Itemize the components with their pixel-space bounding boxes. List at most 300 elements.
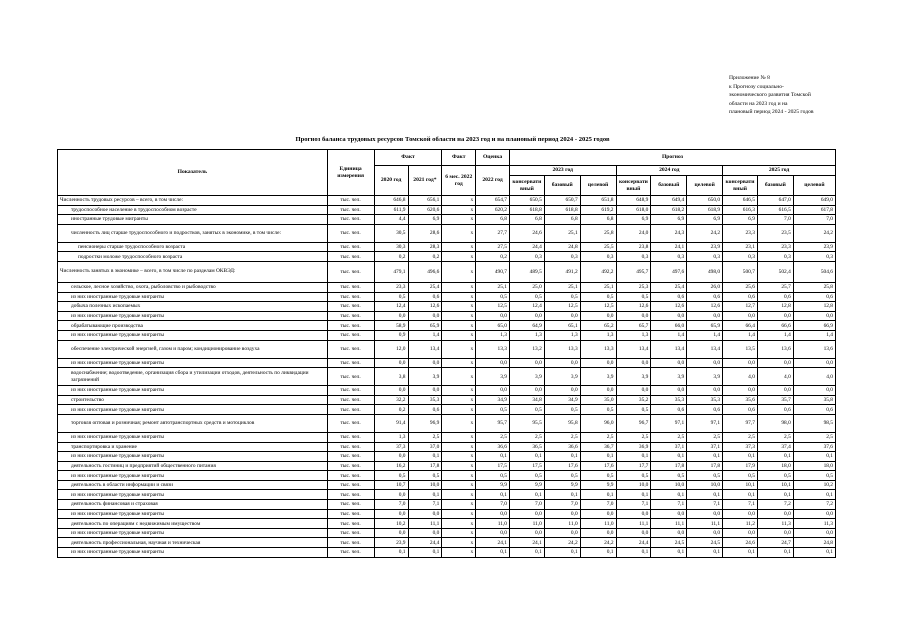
value-2021: 0,6	[408, 292, 442, 302]
value-2024-conservative: 0,5	[616, 471, 651, 481]
indicator-cell: из них иностранные трудовые мигранты	[58, 548, 328, 558]
value-2025-base: 7,2	[757, 500, 793, 510]
value-2025-target: 649,0	[793, 196, 835, 206]
value-2024-target: 0,6	[687, 292, 723, 302]
indicator-cell: численность лиц старше трудоспособного и подростков, занятых в экономике, в том числе:	[58, 224, 328, 242]
value-2023-conservative: 0,0	[509, 386, 544, 396]
value-2023-base: 650,7	[544, 196, 580, 206]
indicator-cell: из них иностранные трудовые мигранты	[58, 509, 328, 519]
value-2023-conservative: 24,6	[509, 224, 544, 242]
value-2025-base: 616,5	[757, 205, 793, 215]
value-2024-target: 0,0	[687, 509, 723, 519]
value-2024-conservative: 23,8	[616, 242, 651, 252]
indicator-cell: добыча полезных ископаемых	[58, 302, 328, 312]
table-row	[58, 321, 836, 331]
value-6m-2022: x	[442, 196, 476, 206]
table-row	[58, 414, 836, 432]
value-2023-base: 9,9	[544, 480, 580, 490]
unit-cell: тыс. чел.	[327, 358, 374, 368]
value-2024-target: 11,1	[687, 519, 723, 529]
value-2023-conservative: 95,5	[509, 414, 544, 432]
table-row	[58, 292, 836, 302]
value-2023-base: 0,0	[544, 528, 580, 538]
value-2025-conservative: 0,3	[723, 252, 758, 262]
unit-cell: тыс. чел.	[327, 340, 374, 358]
value-2025-conservative: 0,0	[723, 386, 758, 396]
value-2020: 23,3	[374, 282, 408, 292]
value-2025-target: 24,2	[793, 224, 835, 242]
value-6m-2022: x	[442, 442, 476, 452]
value-2023-target: 0,5	[580, 471, 616, 481]
value-2023-target: 2,5	[580, 432, 616, 442]
value-2020: 0,0	[374, 386, 408, 396]
header-unit: Единица измерения	[327, 150, 374, 196]
value-2022: 95,7	[476, 414, 510, 432]
value-2022: 65,0	[476, 321, 510, 331]
value-6m-2022: x	[442, 340, 476, 358]
value-2023-target: 17,6	[580, 461, 616, 471]
value-2025-conservative: 0,1	[723, 490, 758, 500]
value-2025-base: 0,5	[757, 471, 793, 481]
value-2024-conservative: 25,3	[616, 282, 651, 292]
value-2025-conservative: 0,6	[723, 405, 758, 415]
value-2023-target: 65,2	[580, 321, 616, 331]
indicator-cell: деятельность по операциям с недвижимым имуществом	[58, 519, 328, 529]
value-2020: 0,5	[374, 292, 408, 302]
value-2022: 0,1	[476, 490, 510, 500]
value-2024-base: 0,1	[651, 548, 687, 558]
value-2025-target: 18,0	[793, 461, 835, 471]
value-2023-target: 6,8	[580, 215, 616, 225]
value-2022: 36,6	[476, 442, 510, 452]
unit-cell: тыс. чел.	[327, 261, 374, 282]
value-2020: 7,0	[374, 500, 408, 510]
indicator-cell: из них иностранные трудовые мигранты	[58, 432, 328, 442]
header-2021: 2021 год*	[408, 166, 442, 196]
value-6m-2022: x	[442, 368, 476, 386]
value-2023-base: 0,5	[544, 292, 580, 302]
appendix-line: плановый период 2024 - 2025 годов	[729, 109, 814, 116]
value-2023-base: 95,8	[544, 414, 580, 432]
value-2024-base: 0,6	[651, 405, 687, 415]
unit-cell: тыс. чел.	[327, 528, 374, 538]
value-6m-2022: x	[442, 461, 476, 471]
value-2024-target: 13,4	[687, 340, 723, 358]
value-2022: 17,5	[476, 461, 510, 471]
table-row	[58, 538, 836, 548]
value-6m-2022: x	[442, 490, 476, 500]
value-2020: 0,0	[374, 452, 408, 462]
header-6m-2022: 6 мес. 2022 год	[442, 166, 476, 196]
value-2025-target: 0,0	[793, 528, 835, 538]
value-2020: 30,3	[374, 242, 408, 252]
value-2025-target: 11,3	[793, 519, 835, 529]
unit-cell: тыс. чел.	[327, 386, 374, 396]
value-2024-target: 0,1	[687, 490, 723, 500]
value-2025-conservative: 0,0	[723, 509, 758, 519]
value-2022: 0,2	[476, 252, 510, 262]
table-row	[58, 330, 836, 340]
value-2022: 2,5	[476, 432, 510, 442]
value-2021: 0,1	[408, 548, 442, 558]
appendix-line: области на 2023 год и на	[729, 100, 788, 107]
table-row	[58, 340, 836, 358]
value-2024-conservative: 0,0	[616, 311, 651, 321]
value-2024-base: 6,9	[651, 215, 687, 225]
value-2023-target: 25,1	[580, 282, 616, 292]
value-2021: 24,4	[408, 538, 442, 548]
value-2023-base: 618,8	[544, 205, 580, 215]
value-2024-base: 649,4	[651, 196, 687, 206]
appendix-line: Приложение № 8	[729, 75, 770, 81]
value-2023-base: 24,2	[544, 538, 580, 548]
value-2022: 654,7	[476, 196, 510, 206]
value-2023-target: 36,7	[580, 442, 616, 452]
value-2024-conservative: 24,4	[616, 538, 651, 548]
value-2023-base: 36,6	[544, 442, 580, 452]
value-2024-base: 0,0	[651, 358, 687, 368]
value-2023-conservative: 6,8	[509, 215, 544, 225]
value-2021: 28,6	[408, 224, 442, 242]
header-year-2024: 2024 год	[616, 166, 723, 176]
value-2025-base: 37,4	[757, 442, 793, 452]
value-2021: 0,0	[408, 386, 442, 396]
unit-cell: тыс. чел.	[327, 405, 374, 415]
unit-cell: тыс. чел.	[327, 321, 374, 331]
indicator-cell: из них иностранные трудовые мигранты	[58, 471, 328, 481]
header-base-2023: базовый	[544, 176, 580, 196]
value-2024-base: 0,6	[651, 292, 687, 302]
value-2024-target: 618,9	[687, 205, 723, 215]
value-6m-2022: x	[442, 414, 476, 432]
value-2025-base: 98,0	[757, 414, 793, 432]
value-2025-target: 0,0	[793, 509, 835, 519]
value-2024-target: 498,0	[687, 261, 723, 282]
value-2023-base: 491,2	[544, 261, 580, 282]
value-2025-conservative: 2,5	[723, 432, 758, 442]
value-2021: 37,0	[408, 442, 442, 452]
value-2025-conservative: 12,7	[723, 302, 758, 312]
value-2025-conservative: 500,7	[723, 261, 758, 282]
value-2024-conservative: 0,1	[616, 490, 651, 500]
table-header	[58, 150, 836, 196]
unit-cell: тыс. чел.	[327, 414, 374, 432]
value-2024-conservative: 96,7	[616, 414, 651, 432]
value-2021: 25,4	[408, 282, 442, 292]
value-2022: 27,7	[476, 224, 510, 242]
value-2024-target: 7,1	[687, 500, 723, 510]
header-target-2025: целевой	[793, 176, 835, 196]
value-2021: 0,2	[408, 252, 442, 262]
value-6m-2022: x	[442, 252, 476, 262]
value-2024-conservative: 0,5	[616, 292, 651, 302]
value-2025-conservative: 646,5	[723, 196, 758, 206]
value-2024-conservative: 12,6	[616, 302, 651, 312]
value-2022: 0,5	[476, 471, 510, 481]
indicator-cell: деятельность профессиональная, научная и техническая	[58, 538, 328, 548]
table-row	[58, 196, 836, 206]
value-2023-conservative: 0,0	[509, 358, 544, 368]
value-2025-conservative: 7,1	[723, 500, 758, 510]
unit-cell: тыс. чел.	[327, 395, 374, 405]
value-2025-target: 504,6	[793, 261, 835, 282]
value-2023-target: 0,1	[580, 548, 616, 558]
value-2023-base: 0,0	[544, 509, 580, 519]
value-2022: 0,5	[476, 292, 510, 302]
value-2025-base: 25,7	[757, 282, 793, 292]
header-target-2024: целевой	[687, 176, 723, 196]
value-2025-conservative: 13,5	[723, 340, 758, 358]
value-2024-target: 37,1	[687, 442, 723, 452]
value-2024-base: 37,1	[651, 442, 687, 452]
value-2025-conservative: 23,1	[723, 242, 758, 252]
value-2021: 496,6	[408, 261, 442, 282]
value-2021: 0,6	[408, 405, 442, 415]
value-2024-base: 35,3	[651, 395, 687, 405]
value-2024-target: 0,5	[687, 471, 723, 481]
value-2021: 13,4	[408, 340, 442, 358]
table-row	[58, 224, 836, 242]
value-2023-conservative: 7,0	[509, 500, 544, 510]
value-2023-base: 34,9	[544, 395, 580, 405]
value-2025-base: 0,0	[757, 311, 793, 321]
value-2024-base: 24,1	[651, 242, 687, 252]
value-2020: 12,4	[374, 302, 408, 312]
value-6m-2022: x	[442, 405, 476, 415]
table-row	[58, 432, 836, 442]
value-2022: 0,1	[476, 452, 510, 462]
value-2024-base: 24,5	[651, 538, 687, 548]
value-2023-base: 6,8	[544, 215, 580, 225]
value-2025-base: 0,6	[757, 405, 793, 415]
value-2020: 0,1	[374, 548, 408, 558]
value-2023-target: 651,8	[580, 196, 616, 206]
value-2024-conservative: 35,2	[616, 395, 651, 405]
unit-cell: тыс. чел.	[327, 282, 374, 292]
value-2021: 10,0	[408, 480, 442, 490]
value-2023-base: 0,5	[544, 405, 580, 415]
value-2023-conservative: 2,5	[509, 432, 544, 442]
value-2022: 0,5	[476, 405, 510, 415]
table-row	[58, 490, 836, 500]
indicator-cell: трудоспособное население в трудоспособном возрасте	[58, 205, 328, 215]
value-2023-target: 11,0	[580, 519, 616, 529]
indicator-cell: из них иностранные трудовые мигранты	[58, 528, 328, 538]
value-2025-target: 0,0	[793, 386, 835, 396]
value-2024-conservative: 65,7	[616, 321, 651, 331]
value-2023-target: 13,3	[580, 340, 616, 358]
value-2024-base: 25,4	[651, 282, 687, 292]
value-2023-conservative: 0,5	[509, 292, 544, 302]
header-conservative-2024: консервати вный	[616, 176, 651, 196]
value-2024-target: 2,5	[687, 432, 723, 442]
value-2025-target: 1,4	[793, 330, 835, 340]
value-2025-target: 37,6	[793, 442, 835, 452]
value-2024-base: 3,9	[651, 368, 687, 386]
value-2022: 490,7	[476, 261, 510, 282]
value-2021: 0,5	[408, 471, 442, 481]
value-2023-target: 492,2	[580, 261, 616, 282]
value-2020: 0,0	[374, 311, 408, 321]
value-2024-conservative: 0,3	[616, 252, 651, 262]
value-2025-base: 0,1	[757, 490, 793, 500]
value-2022: 0,1	[476, 548, 510, 558]
value-6m-2022: x	[442, 538, 476, 548]
value-2023-target: 35,0	[580, 395, 616, 405]
value-2023-target: 3,9	[580, 368, 616, 386]
value-2025-conservative: 25,6	[723, 282, 758, 292]
value-6m-2022: x	[442, 242, 476, 252]
value-2023-target: 25,8	[580, 224, 616, 242]
value-2024-target: 1,4	[687, 330, 723, 340]
unit-cell: тыс. чел.	[327, 215, 374, 225]
value-2021: 17,8	[408, 461, 442, 471]
value-2024-base: 0,5	[651, 471, 687, 481]
value-2025-conservative: 35,6	[723, 395, 758, 405]
indicator-cell: из них иностранные трудовые мигранты	[58, 330, 328, 340]
unit-cell: тыс. чел.	[327, 252, 374, 262]
value-2024-base: 618,2	[651, 205, 687, 215]
value-6m-2022: x	[442, 480, 476, 490]
indicator-cell: из них иностранные трудовые мигранты	[58, 311, 328, 321]
value-2024-target: 35,3	[687, 395, 723, 405]
value-2021: 2,5	[408, 432, 442, 442]
table-body	[58, 196, 836, 558]
value-2020: 3,8	[374, 368, 408, 386]
value-2024-target: 650,0	[687, 196, 723, 206]
indicator-cell: из них иностранные трудовые мигранты	[58, 386, 328, 396]
value-2020: 0,0	[374, 528, 408, 538]
value-2024-conservative: 648,9	[616, 196, 651, 206]
value-2024-conservative: 1,3	[616, 330, 651, 340]
table-row	[58, 261, 836, 282]
value-2023-base: 25,1	[544, 224, 580, 242]
value-2021: 7,1	[408, 500, 442, 510]
value-2024-base: 97,1	[651, 414, 687, 432]
value-2024-conservative: 0,1	[616, 452, 651, 462]
value-2025-target: 0,5	[793, 471, 835, 481]
unit-cell: тыс. чел.	[327, 302, 374, 312]
indicator-cell: из них иностранные трудовые мигранты	[58, 490, 328, 500]
table-row	[58, 215, 836, 225]
value-2025-conservative: 1,4	[723, 330, 758, 340]
value-2021: 0,1	[408, 452, 442, 462]
value-2025-conservative: 97,7	[723, 414, 758, 432]
value-6m-2022: x	[442, 471, 476, 481]
header-conservative-2025: консервати вный	[723, 176, 758, 196]
value-2025-base: 0,1	[757, 452, 793, 462]
value-2024-base: 0,1	[651, 490, 687, 500]
table-row	[58, 386, 836, 396]
value-6m-2022: x	[442, 548, 476, 558]
value-2022: 12,5	[476, 302, 510, 312]
value-2023-base: 0,1	[544, 452, 580, 462]
value-2023-target: 0,1	[580, 452, 616, 462]
value-2025-conservative: 4,0	[723, 368, 758, 386]
value-2024-base: 2,5	[651, 432, 687, 442]
unit-cell: тыс. чел.	[327, 452, 374, 462]
value-2025-base: 0,0	[757, 386, 793, 396]
value-6m-2022: x	[442, 311, 476, 321]
indicator-cell: пенсионеры старше трудоспособного возраста	[58, 242, 328, 252]
value-2020: 0,0	[374, 509, 408, 519]
value-2022: 0,0	[476, 528, 510, 538]
value-2020: 37,3	[374, 442, 408, 452]
indicator-cell: обеспечение электрической энергией, газом и паром; кондиционирование воздуха	[58, 340, 328, 358]
table-row	[58, 405, 836, 415]
value-2023-target: 12,5	[580, 302, 616, 312]
value-2025-base: 11,3	[757, 519, 793, 529]
value-2023-conservative: 13,2	[509, 340, 544, 358]
value-2025-base: 502,4	[757, 261, 793, 282]
table-row	[58, 358, 836, 368]
value-2024-target: 0,0	[687, 358, 723, 368]
value-2023-target: 0,0	[580, 311, 616, 321]
value-2022: 24,1	[476, 538, 510, 548]
value-2023-target: 0,1	[580, 490, 616, 500]
value-2025-base: 0,3	[757, 252, 793, 262]
value-2025-base: 35,7	[757, 395, 793, 405]
value-2023-target: 619,2	[580, 205, 616, 215]
value-2025-conservative: 0,1	[723, 548, 758, 558]
value-2023-base: 0,3	[544, 252, 580, 262]
value-2020: 23,9	[374, 538, 408, 548]
table-row	[58, 395, 836, 405]
value-2023-target: 9,9	[580, 480, 616, 490]
value-2024-base: 12,6	[651, 302, 687, 312]
table-row	[58, 282, 836, 292]
indicator-cell: транспортировка и хранение	[58, 442, 328, 452]
value-2025-target: 66,9	[793, 321, 835, 331]
value-2023-target: 7,0	[580, 500, 616, 510]
value-2023-base: 2,5	[544, 432, 580, 442]
value-6m-2022: x	[442, 205, 476, 215]
value-2022: 0,0	[476, 311, 510, 321]
unit-cell: тыс. чел.	[327, 196, 374, 206]
indicator-cell: строительство	[58, 395, 328, 405]
value-2024-conservative: 0,0	[616, 358, 651, 368]
appendix-line: к Прогнозу социально-	[729, 83, 784, 90]
table-row	[58, 252, 836, 262]
value-2021: 11,1	[408, 519, 442, 529]
value-2025-base: 13,6	[757, 340, 793, 358]
value-2023-base: 12,5	[544, 302, 580, 312]
value-2023-base: 11,0	[544, 519, 580, 529]
value-2024-conservative: 10,0	[616, 480, 651, 490]
value-2021: 1,4	[408, 330, 442, 340]
unit-cell: тыс. чел.	[327, 292, 374, 302]
value-2024-base: 7,1	[651, 500, 687, 510]
value-2024-conservative: 3,9	[616, 368, 651, 386]
value-2025-conservative: 37,3	[723, 442, 758, 452]
table-row	[58, 519, 836, 529]
value-2024-conservative: 6,9	[616, 215, 651, 225]
value-2023-target: 0,3	[580, 252, 616, 262]
value-2025-target: 4,0	[793, 368, 835, 386]
value-2020: 4,4	[374, 215, 408, 225]
appendix-line: экономического развития Томской	[729, 92, 811, 99]
value-2025-conservative: 0,6	[723, 292, 758, 302]
table-row	[58, 528, 836, 538]
value-6m-2022: x	[442, 292, 476, 302]
value-6m-2022: x	[442, 386, 476, 396]
value-2023-base: 25,1	[544, 282, 580, 292]
value-2025-target: 0,0	[793, 311, 835, 321]
unit-cell: тыс. чел.	[327, 205, 374, 215]
header-target-2023: целевой	[580, 176, 616, 196]
value-2023-base: 0,5	[544, 471, 580, 481]
value-2025-base: 23,3	[757, 242, 793, 252]
